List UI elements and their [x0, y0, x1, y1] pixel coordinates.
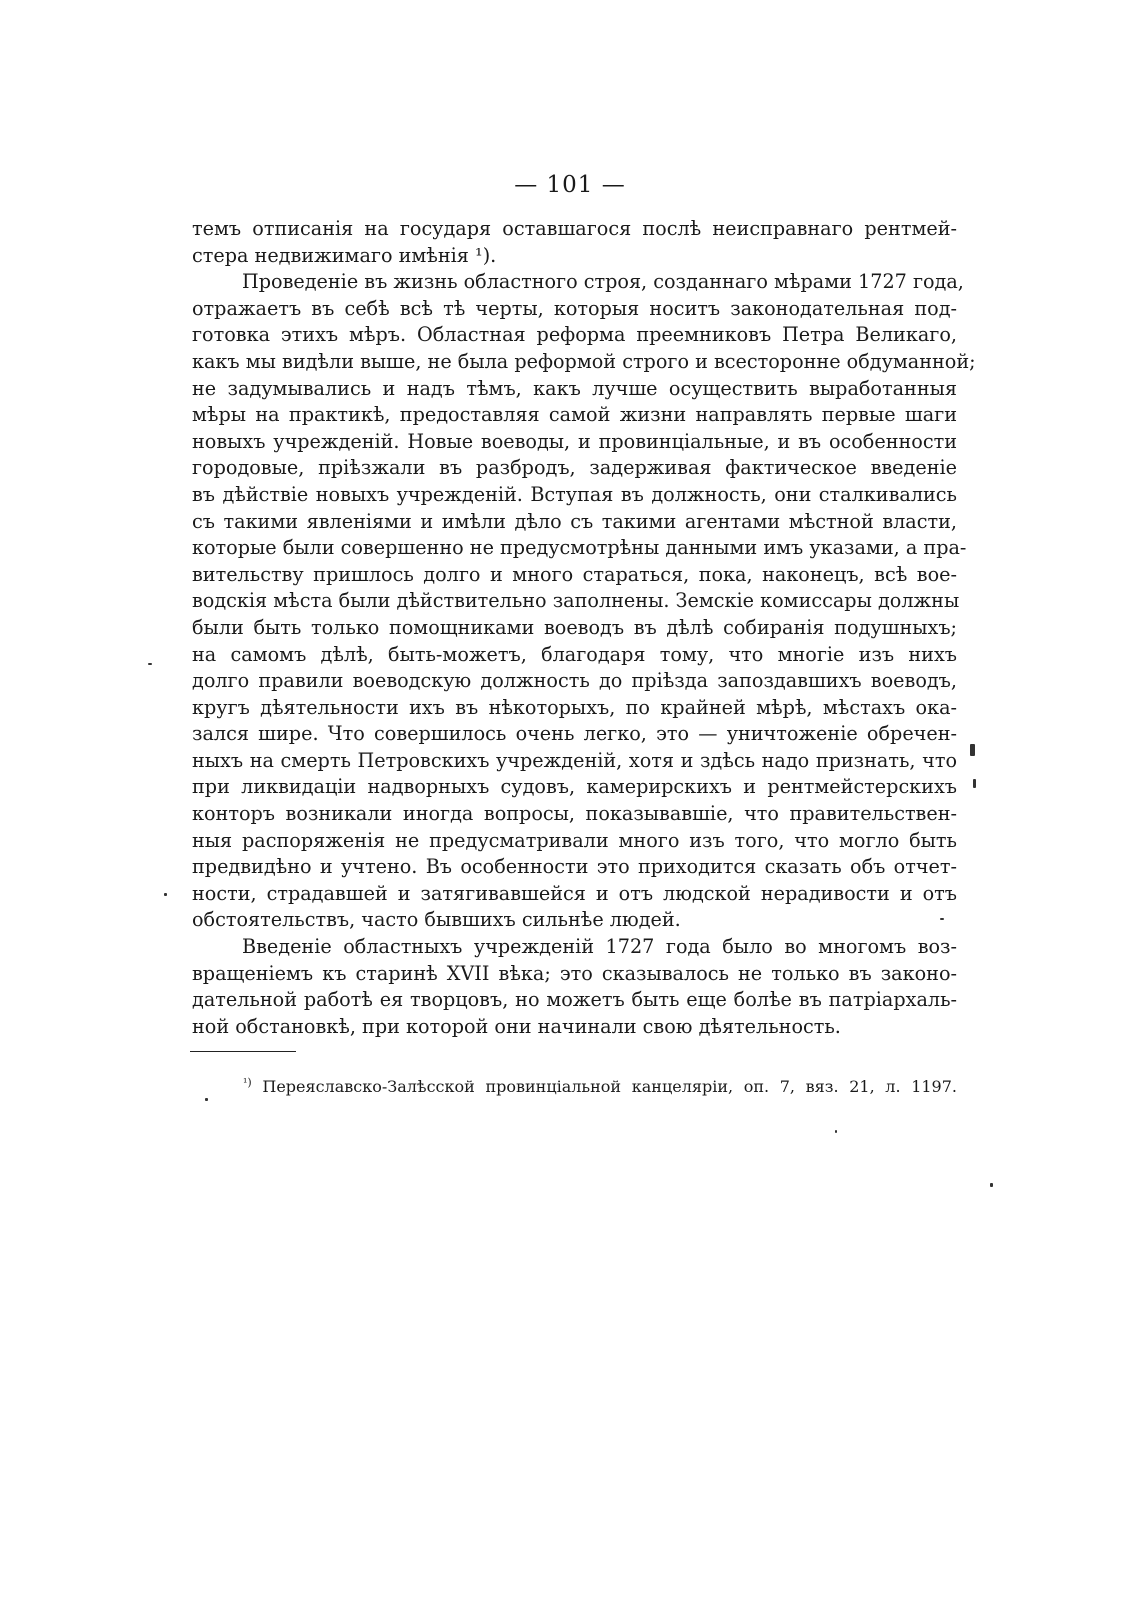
- page-number: — 101 —: [514, 172, 626, 198]
- scan-speck: [205, 1098, 208, 1101]
- footnote-text: Переяславско-Залѣсской провинціальной канцеляріи, оп. 7, вяз. 21, л. 1197.: [262, 1077, 958, 1096]
- text-line: вращеніемъ къ старинѣ XVII вѣка; это сказывалось не только въ законо-: [192, 961, 957, 985]
- paragraph-start-line: Проведеніе въ жизнь областного строя, созданнаго мѣрами 1727 года,: [242, 270, 964, 294]
- text-line: ности, страдавшей и затягивавшейся и отъ людской нерадивости и отъ: [192, 881, 957, 905]
- text-line: не задумывались и надъ тѣмъ, какъ лучше осуществить выработанныя: [192, 376, 957, 400]
- text-line: при ликвидаціи надворныхъ судовъ, камерирскихъ и рентмейстерскихъ: [192, 775, 957, 799]
- text-line: вительству пришлось долго и много стараться, пока, наконецъ, всѣ вое-: [192, 562, 957, 586]
- text-line: стера недвижимаго имѣнія ¹).: [192, 243, 497, 267]
- paragraph-start-line: Введеніе областныхъ учрежденій 1727 года было во многомъ воз-: [242, 935, 957, 959]
- scan-speck: [148, 663, 152, 665]
- text-line: какъ мы видѣли выше, не была реформой строго и всесторонне обдуманной;: [192, 349, 976, 373]
- text-line: кругъ дѣятельности ихъ въ нѣкоторыхъ, по крайней мѣрѣ, мѣстахъ ока-: [192, 695, 957, 719]
- text-line: дательной работѣ ея творцовъ, но можетъ быть еще болѣе въ патріархаль-: [192, 988, 957, 1012]
- scan-speck: [970, 744, 975, 756]
- scan-speck: [940, 918, 944, 920]
- scan-speck: [164, 893, 167, 896]
- footnote: [243, 1073, 957, 1097]
- text-line: конторъ возникали иногда вопросы, показывавшіе, что правительствен-: [192, 802, 957, 826]
- text-line: ныя распоряженія не предусматривали много изъ того, что могло быть: [192, 828, 957, 852]
- text-line: отражаетъ въ себѣ всѣ тѣ черты, которыя носитъ законодательная под-: [192, 296, 957, 320]
- text-line: мѣры на практикѣ, предоставляя самой жизни направлять первые шаги: [192, 403, 957, 427]
- text-line: долго правили воеводскую должность до пріѣзда запоздавшихъ воеводъ,: [192, 669, 957, 693]
- text-line: темъ отписанія на государя оставшагося послѣ неисправнаго рентмей-: [192, 217, 957, 240]
- footnote-divider: [190, 1051, 296, 1052]
- text-line: на самомъ дѣлѣ, быть-можетъ, благодаря тому, что многіе изъ нихъ: [192, 642, 957, 666]
- text-line: съ такими явленіями и имѣли дѣло съ такими агентами мѣстной власти,: [192, 509, 957, 533]
- text-line: ной обстановкѣ, при которой они начинали свою дѣятельность.: [192, 1014, 841, 1038]
- text-line: водскія мѣста были дѣйствительно заполнены. Земскіе комиссары должны: [192, 589, 960, 613]
- scan-speck: [990, 1183, 993, 1187]
- footnote-marker: ¹): [243, 1076, 252, 1089]
- text-line: предвидѣно и учтено. Въ особенности это приходится сказать объ отчет-: [192, 855, 957, 879]
- scan-speck: [973, 779, 976, 788]
- text-line: въ дѣйствіе новыхъ учрежденій. Вступая въ должность, они сталкивались: [192, 482, 957, 506]
- text-line: были быть только помощниками воеводъ въ дѣлѣ собиранія подушныхъ;: [192, 615, 957, 639]
- scan-speck: [835, 1130, 837, 1133]
- text-line: которые были совершенно не предусмотрѣны данными имъ указами, а пра-: [192, 536, 967, 560]
- text-line: городовые, пріѣзжали въ разбродъ, задерживая фактическое введеніе: [192, 456, 957, 480]
- text-line: зался шире. Что совершилось очень легко, это — уничтоженіе обречен-: [192, 722, 957, 746]
- text-line: готовка этихъ мѣръ. Областная реформа преемниковъ Петра Великаго,: [192, 323, 957, 347]
- text-line: ныхъ на смерть Петровскихъ учрежденій, хотя и здѣсь надо признать, что: [192, 748, 957, 772]
- text-line: новыхъ учрежденій. Новые воеводы, и провинціальные, и въ особенности: [192, 429, 957, 453]
- body-text: [192, 216, 976, 1040]
- text-line: обстоятельствъ, часто бывшихъ сильнѣе людей.: [192, 908, 681, 932]
